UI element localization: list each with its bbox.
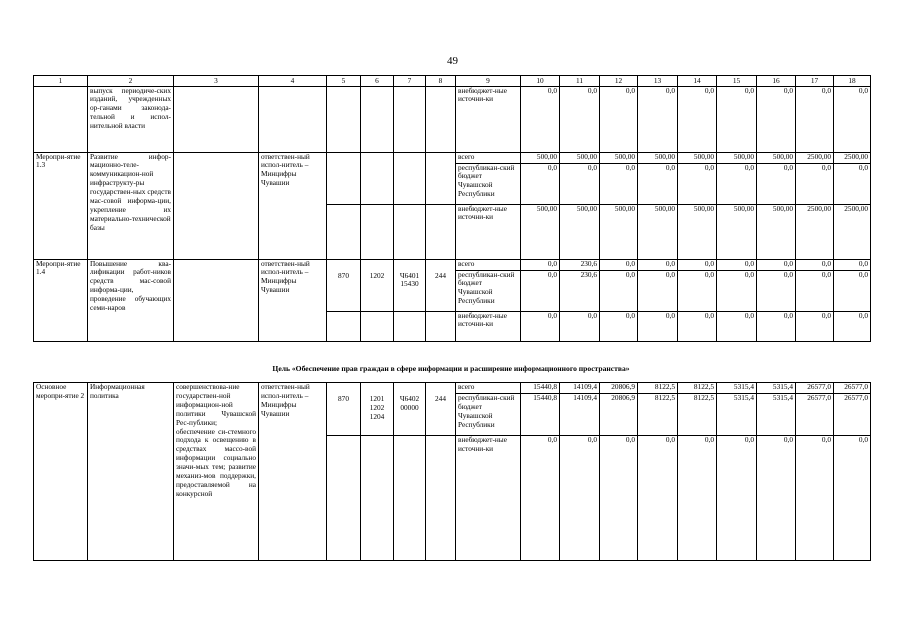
activity-label-cell: Меропри-ятие 1.3 (34, 152, 88, 259)
value-cell: 0,0 (717, 311, 757, 341)
value-cell: 500,00 (757, 152, 796, 163)
activity-label-cell: Меропри-ятие 1.4 (34, 259, 88, 341)
value-cell: 0,0 (834, 259, 871, 270)
column-header: 1 (34, 76, 88, 87)
column-header: 13 (638, 76, 678, 87)
cell (174, 152, 259, 259)
value-cell: 0,0 (678, 86, 717, 152)
value-cell: 0,0 (600, 270, 638, 311)
value-cell: 20806,9 (600, 383, 638, 394)
source-cell: всего (456, 152, 521, 163)
value-cell: 0,0 (717, 86, 757, 152)
source-cell: внебюджет-ные источни-ки (456, 311, 521, 341)
value-cell: 0,0 (757, 270, 796, 311)
value-cell: 0,0 (717, 436, 757, 561)
source-cell: республикан-ский бюджет Чувашской Республики (456, 394, 521, 436)
column-header: 5 (327, 76, 361, 87)
column-header: 18 (834, 76, 871, 87)
code-cell: 244 (426, 383, 456, 436)
value-cell: 14109,4 (560, 383, 600, 394)
column-header: 8 (426, 76, 456, 87)
activity-label-cell: Основное меропри-ятие 2 (34, 383, 88, 561)
value-cell: 0,0 (796, 436, 834, 561)
cell (327, 436, 361, 561)
column-header: 16 (757, 76, 796, 87)
value-cell: 0,0 (757, 86, 796, 152)
value-cell: 8122,5 (638, 394, 678, 436)
column-header: 10 (521, 76, 560, 87)
value-cell: 15440,8 (521, 383, 560, 394)
value-cell: 0,0 (834, 270, 871, 311)
value-cell: 0,0 (560, 311, 600, 341)
column-header: 6 (361, 76, 394, 87)
value-cell: 0,0 (757, 163, 796, 204)
value-cell: 0,0 (757, 259, 796, 270)
cell (327, 152, 361, 204)
column-header: 12 (600, 76, 638, 87)
value-cell: 0,0 (834, 311, 871, 341)
source-cell: всего (456, 383, 521, 394)
value-cell: 8122,5 (678, 383, 717, 394)
code-cell: 244 (426, 259, 456, 311)
table-row (34, 383, 871, 394)
responsible-cell: ответствен-ный испол-нитель – Минцифры Чувашии (259, 259, 327, 341)
cell (327, 204, 361, 259)
value-cell: 0,0 (717, 270, 757, 311)
cell (174, 86, 259, 152)
cell (426, 86, 456, 152)
source-cell: всего (456, 259, 521, 270)
column-header: 17 (796, 76, 834, 87)
value-cell: 0,0 (796, 163, 834, 204)
value-cell: 0,0 (521, 86, 560, 152)
cell (394, 311, 426, 341)
value-cell: 0,0 (638, 436, 678, 561)
value-cell: 0,0 (560, 86, 600, 152)
value-cell: 0,0 (600, 86, 638, 152)
table-row (34, 259, 871, 270)
value-cell: 0,0 (757, 436, 796, 561)
code-cell: Ч6401 15430 (394, 259, 426, 311)
value-cell: 0,0 (560, 436, 600, 561)
value-cell: 0,0 (678, 436, 717, 561)
program-table-continued (33, 382, 871, 561)
table-row (34, 152, 871, 163)
value-cell: 500,00 (560, 152, 600, 163)
value-cell: 230,6 (560, 259, 600, 270)
activity-name-cell: выпуск периодиче-ских изданий, учрежденных ор-ганами законода-тельной и испол-нительной власти (88, 86, 174, 152)
cell (34, 86, 88, 152)
cell (426, 152, 456, 204)
cell (361, 86, 394, 152)
column-header: 7 (394, 76, 426, 87)
column-header: 14 (678, 76, 717, 87)
value-cell: 500,00 (717, 204, 757, 259)
value-cell: 0,0 (678, 270, 717, 311)
cell (327, 311, 361, 341)
cell (394, 86, 426, 152)
value-cell: 0,0 (678, 163, 717, 204)
value-cell: 0,0 (600, 259, 638, 270)
cell (174, 259, 259, 341)
value-cell: 0,0 (638, 86, 678, 152)
column-header: 2 (88, 76, 174, 87)
code-cell: 870 (327, 383, 361, 436)
value-cell: 5315,4 (717, 383, 757, 394)
value-cell: 500,00 (521, 204, 560, 259)
value-cell: 500,00 (600, 204, 638, 259)
value-cell: 0,0 (638, 259, 678, 270)
value-cell: 2500,00 (796, 204, 834, 259)
value-cell: 0,0 (834, 436, 871, 561)
value-cell: 500,00 (521, 152, 560, 163)
cell (426, 436, 456, 561)
cell (394, 436, 426, 561)
value-cell: 5315,4 (757, 394, 796, 436)
value-cell: 0,0 (796, 259, 834, 270)
value-cell: 0,0 (638, 270, 678, 311)
value-cell: 500,00 (717, 152, 757, 163)
value-cell: 5315,4 (717, 394, 757, 436)
value-cell: 0,0 (834, 86, 871, 152)
column-header: 11 (560, 76, 600, 87)
source-cell: республикан-ский бюджет Чувашской Республики (456, 270, 521, 311)
column-header: 9 (456, 76, 521, 87)
value-cell: 8122,5 (678, 394, 717, 436)
cell (394, 152, 426, 204)
cell (426, 311, 456, 341)
value-cell: 500,00 (757, 204, 796, 259)
value-cell: 0,0 (834, 163, 871, 204)
source-cell: внебюджет-ные источни-ки (456, 436, 521, 561)
description-cell: совершенствова-ние государствен-ной информацион-ной политики Чувашской Рес-публики; обеспечение си-стемного подхода к освещению в средствах массо-вой информации социально значи-мых тем; развитие механиз-мов поддержки, предоставляемой на конкурсной (174, 383, 259, 561)
value-cell: 26577,0 (834, 383, 871, 394)
cell (361, 152, 394, 204)
value-cell: 0,0 (796, 86, 834, 152)
activity-name-cell: Повышение ква-лификации работ-ников средств мас-совой информа-ции, проведение обучающих семи-наров (88, 259, 174, 341)
value-cell: 0,0 (600, 311, 638, 341)
column-header: 4 (259, 76, 327, 87)
value-cell: 26577,0 (834, 394, 871, 436)
value-cell: 5315,4 (757, 383, 796, 394)
value-cell: 0,0 (717, 259, 757, 270)
value-cell: 14109,4 (560, 394, 600, 436)
value-cell: 0,0 (638, 163, 678, 204)
value-cell: 26577,0 (796, 383, 834, 394)
value-cell: 0,0 (521, 163, 560, 204)
source-cell: республикан-ский бюджет Чувашской Республики (456, 163, 521, 204)
value-cell: 0,0 (757, 311, 796, 341)
value-cell: 0,0 (560, 163, 600, 204)
value-cell: 15440,8 (521, 394, 560, 436)
value-cell: 500,00 (638, 204, 678, 259)
value-cell: 0,0 (796, 311, 834, 341)
cell (361, 311, 394, 341)
value-cell: 0,0 (717, 163, 757, 204)
code-cell: 1201 1202 1204 (361, 383, 394, 436)
value-cell: 500,00 (678, 204, 717, 259)
goal-heading: Цель «Обеспечение прав граждан в сфере информации и расширение информационного пространства» (272, 364, 630, 373)
column-header: 3 (174, 76, 259, 87)
page-number: 49 (447, 55, 458, 67)
code-cell: 1202 (361, 259, 394, 311)
value-cell: 0,0 (600, 163, 638, 204)
value-cell: 2500,00 (834, 152, 871, 163)
responsible-cell: ответствен-ный испол-нитель – Минцифры Чувашии (259, 152, 327, 259)
value-cell: 0,0 (678, 259, 717, 270)
value-cell: 26577,0 (796, 394, 834, 436)
source-cell: внебюджет-ные источни-ки (456, 204, 521, 259)
cell (259, 86, 327, 152)
value-cell: 0,0 (521, 311, 560, 341)
value-cell: 230,6 (560, 270, 600, 311)
value-cell: 0,0 (638, 311, 678, 341)
value-cell: 20806,9 (600, 394, 638, 436)
value-cell: 8122,5 (638, 383, 678, 394)
code-cell: Ч6402 00000 (394, 383, 426, 436)
value-cell: 0,0 (678, 311, 717, 341)
activity-name-cell: Развитие инфор-мационно-теле-коммуникацион-ной инфраструкту-ры государствен-ных средств мас-совой информа-ции, укрепление их материально-технической базы (88, 152, 174, 259)
cell (327, 86, 361, 152)
cell (361, 204, 394, 259)
source-cell: внебюджет-ные источни-ки (456, 86, 521, 152)
value-cell: 500,00 (678, 152, 717, 163)
responsible-cell: ответствен-ный испол-нитель – Минцифры Чувашии (259, 383, 327, 561)
value-cell: 0,0 (521, 259, 560, 270)
value-cell: 0,0 (521, 270, 560, 311)
value-cell: 2500,00 (796, 152, 834, 163)
code-cell: 870 (327, 259, 361, 311)
value-cell: 0,0 (521, 436, 560, 561)
program-table (33, 75, 871, 342)
table-row (34, 86, 871, 152)
value-cell: 0,0 (600, 436, 638, 561)
value-cell: 0,0 (796, 270, 834, 311)
cell (394, 204, 426, 259)
value-cell: 500,00 (600, 152, 638, 163)
value-cell: 500,00 (638, 152, 678, 163)
cell (361, 436, 394, 561)
value-cell: 2500,00 (834, 204, 871, 259)
value-cell: 500,00 (560, 204, 600, 259)
activity-name-cell: Информационная политика (88, 383, 174, 561)
header-row (34, 76, 871, 87)
column-header: 15 (717, 76, 757, 87)
cell (426, 204, 456, 259)
